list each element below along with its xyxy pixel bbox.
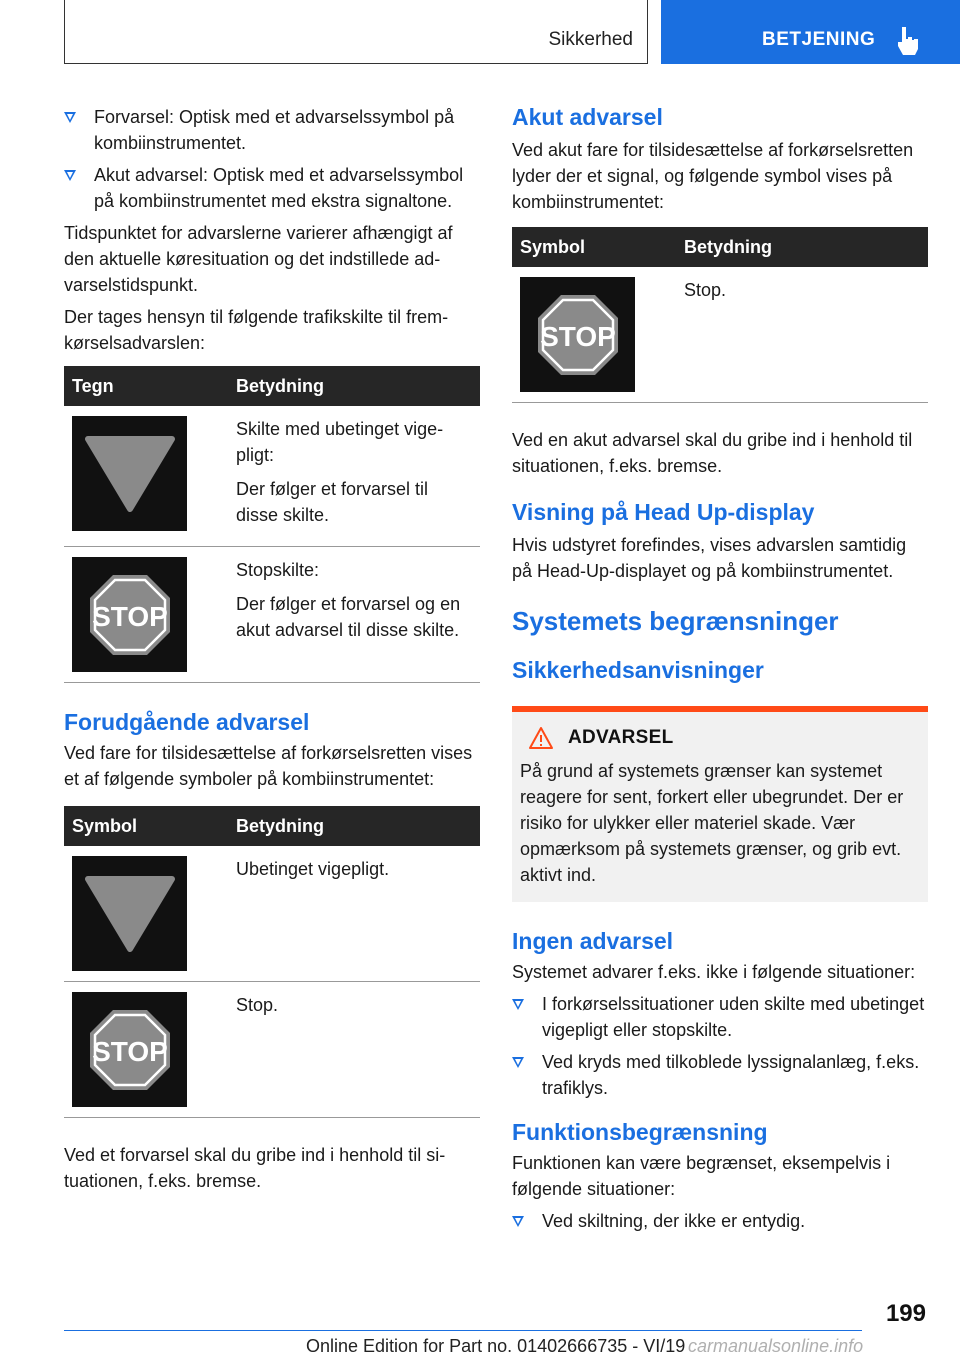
bullet-list-warnings (64, 104, 480, 214)
paragraph-timing: Tidspunktet for advarslerne varierer afhængigt af den aktuelle køresituation og det indstillede advarselstidspunkt. (64, 223, 453, 295)
paragraph-pre-warning: Ved fare for tilsidesættelse af forkørselsretten vises et af følgende symboler på kombiinstrumentet: (64, 743, 473, 789)
header-section-title: Sikkerhed (548, 29, 633, 50)
list-item: Ved skiltning, der ikke er entydig. (512, 1208, 928, 1234)
list-item: Akut advarsel: Optisk med et advarselssymbol på kombiinstrumentet med ekstra signaltone. (64, 162, 480, 214)
stop-sign-icon (72, 557, 187, 672)
pre-warning-table (64, 806, 480, 1118)
footer-divider (64, 1330, 862, 1331)
paragraph-no-warning: Systemet advarer f.eks. ikke i følgende situationer: (512, 962, 916, 982)
heading-no-warning: Ingen advarsel (512, 928, 674, 954)
warning-box (512, 706, 928, 902)
stop-sign-icon (520, 277, 635, 392)
heading-function-limits: Funktionsbegrænsning (512, 1119, 768, 1145)
heading-pre-warning: Forudgående advarsel (64, 709, 310, 735)
triangle-bullet-icon (512, 999, 524, 1010)
bullet-list-no-warning (512, 991, 928, 1101)
heading-acute-warning: Akut advarsel (512, 104, 663, 130)
header-chapter-title: BETJENING (762, 29, 876, 50)
warning-triangle-icon (528, 726, 554, 750)
bullet-list-function-limits (512, 1208, 928, 1234)
acute-warning-table (512, 227, 928, 403)
svg-text:STOP: STOP (91, 600, 168, 632)
svg-text:STOP: STOP (91, 1035, 168, 1067)
warning-label: ADVARSEL (568, 727, 674, 748)
paragraph-acute-action: Ved en akut advarsel skal du gribe ind i henhold til situationen, f.eks. bremse. (512, 430, 913, 476)
pointing-hand-icon (895, 26, 919, 56)
right-column (512, 104, 928, 1240)
list-item: Forvarsel: Optisk med et advarselssymbol på kombiinstrumentet. (64, 104, 480, 156)
stop-sign-icon (72, 992, 187, 1107)
paragraph-signs-intro: Der tages hensyn til følgende trafikskilte til fremkørselsadvarslen: (64, 307, 449, 353)
svg-text:STOP: STOP (539, 320, 616, 352)
paragraph-pre-warning-action: Ved et forvarsel skal du gribe ind i henhold til situationen, f.eks. bremse. (64, 1145, 446, 1191)
triangle-bullet-icon (64, 170, 76, 181)
table-header-sign: Tegn (64, 366, 228, 406)
signs-table (64, 366, 480, 683)
table-row: STOP Stop. (512, 267, 928, 403)
triangle-bullet-icon (512, 1216, 524, 1227)
table-header-meaning: Betydning (228, 366, 480, 406)
paragraph-acute-warning: Ved akut fare for tilsidesættelse af forkørselsretten lyder der et signal, og følgende symbol vises på kombiinstrumentet: (512, 140, 914, 212)
paragraph-hud: Hvis udstyret forefindes, vises advarslen samtidig på Head-Up-displayet og på kombiinstrumentet. (512, 535, 907, 581)
header-section-box (64, 0, 648, 64)
yield-sign-icon (72, 856, 187, 971)
yield-sign-icon (72, 416, 187, 531)
table-row: STOP Stopskilte: Der følger et forvarsel og en akut advarsel til disse skilte. (64, 547, 480, 683)
table-row: Skilte med ubetinget vigepligt: Der følger et forvarsel til disse skilte. (64, 406, 480, 547)
heading-system-limits: Systemets begrænsninger (512, 606, 839, 636)
watermark: carmanualsonline.info (688, 1336, 864, 1356)
table-header-meaning: Betydning (228, 806, 480, 846)
triangle-bullet-icon (512, 1057, 524, 1068)
table-row: Ubetinget vigepligt. (64, 846, 480, 982)
page-number: 199 (885, 1300, 926, 1327)
list-item: I forkørselssituationer uden skilte med ubetinget vigepligt eller stopskilte. (512, 991, 928, 1043)
left-column (64, 104, 480, 1194)
triangle-bullet-icon (64, 112, 76, 123)
footer-edition: Online Edition for Part no. 01402666735 - VI/19 (306, 1336, 686, 1356)
heading-hud: Visning på Head Up-display (512, 499, 815, 525)
table-header-meaning: Betydning (676, 227, 928, 267)
list-item: Ved kryds med tilkoblede lyssignalanlæg, f.eks. trafiklys. (512, 1049, 928, 1101)
table-header-symbol: Symbol (512, 227, 676, 267)
table-row: STOP Stop. (64, 982, 480, 1118)
warning-text: På grund af systemets grænser kan systemet reagere for sent, forkert eller ubegrundet. Der er risiko for ulykker eller materiel skade. Vær opmærksom på systemets grænser, og grib evt. aktivt ind. (520, 761, 904, 885)
table-header-symbol: Symbol (64, 806, 228, 846)
paragraph-function-limits: Funktionen kan være begrænset, eksempelvis i følgende situationer: (512, 1153, 891, 1199)
heading-safety: Sikkerhedsanvisninger (512, 657, 764, 683)
